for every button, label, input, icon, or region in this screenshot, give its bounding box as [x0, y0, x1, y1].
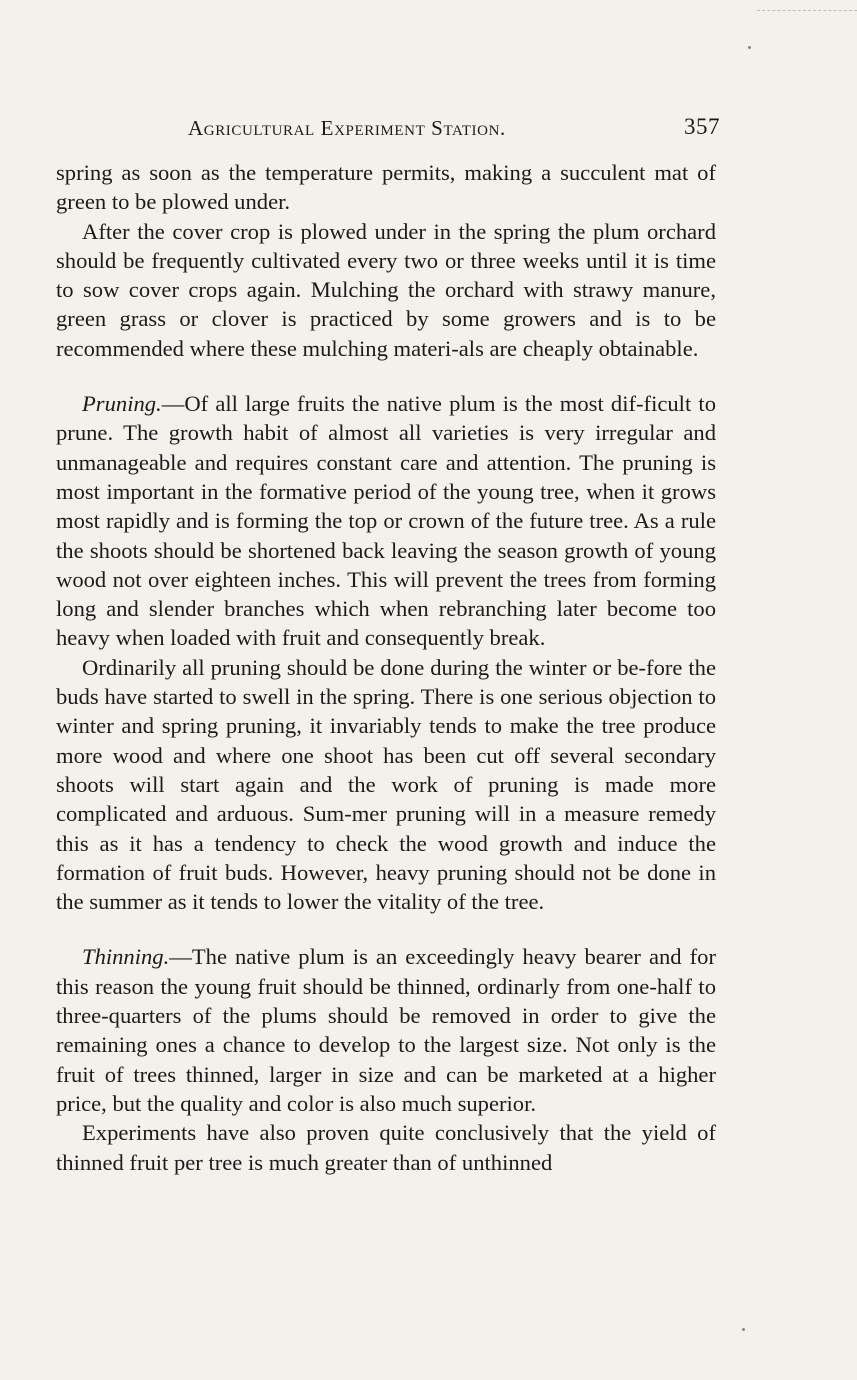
paragraph-winter-pruning [56, 653, 716, 917]
paragraph-continuation [56, 158, 716, 217]
paragraph-cultivation [56, 217, 716, 363]
paragraph-text: Ordinarily all pruning should be done during the winter or be-fore the buds have started to swell in the spring. There is one serious objection to winter and spring pruning, it invariably tends to make the tree produce more wood and where one shoot has been cut off several secondary shoots will start again and the work of pruning is made more complicated and arduous. Sum-mer pruning will in a measure remedy this as it has a tendency to check the wood growth and induce the formation of fruit buds. However, heavy pruning should not be done in the summer as it tends to lower the vitality of the tree. [56, 654, 716, 915]
page-number: 357 [684, 114, 720, 139]
paragraph-experiments [56, 1118, 716, 1177]
paragraph-text: After the cover crop is plowed under in the spring the plum orchard should be frequently cultivated every two or three weeks until it is time to sow cover crops again. Mulching the orchard with strawy manure, green grass or clover is practiced by some growers and is to be recommended where these mulching materi-als are cheaply obtainable. [56, 218, 716, 361]
body-text [56, 158, 716, 1177]
section-heading-thinning: Thinning. [82, 944, 170, 970]
scan-speck [748, 46, 751, 49]
paragraph-thinning [56, 942, 716, 1118]
paragraph-text: —The native plum is an exceedingly heavy bearer and for this reason the young fruit should be thinned, ordinarly from one-half to three-quarters of the plums should be removed in order to give the remaining ones a chance to develop to the largest size. Not only is the fruit of trees thinned, larger in size and can be marketed at a higher price, but the quality and color is also much superior. [56, 944, 716, 1116]
scan-speck [742, 1328, 745, 1331]
running-title: Agricultural Experiment Station. [188, 116, 506, 140]
paragraph-text: Experiments have also proven quite conclusively that the yield of thinned fruit per tree is much greater than of unthinned [56, 1120, 716, 1175]
page-edge-mark [757, 0, 857, 11]
paragraph-text: spring as soon as the temperature permits, making a succulent mat of green to be plowed under. [56, 160, 716, 215]
running-header [188, 112, 720, 146]
paragraph-text: —Of all large fruits the native plum is the most dif-ficult to prune. The growth habit of almost all varieties is very irregular and unmanageable and requires constant care and attention. The pruning is most important in the formative period of the young tree, when it grows most rapidly and is forming the top or crown of the future tree. As a rule the shoots should be shortened back leaving the season growth of young wood not over eighteen inches. This will prevent the trees from forming long and slender branches which when rebranching later become too heavy when loaded with fruit and consequently break. [56, 391, 716, 651]
paragraph-pruning [56, 389, 716, 653]
section-heading-pruning: Pruning. [82, 391, 162, 417]
